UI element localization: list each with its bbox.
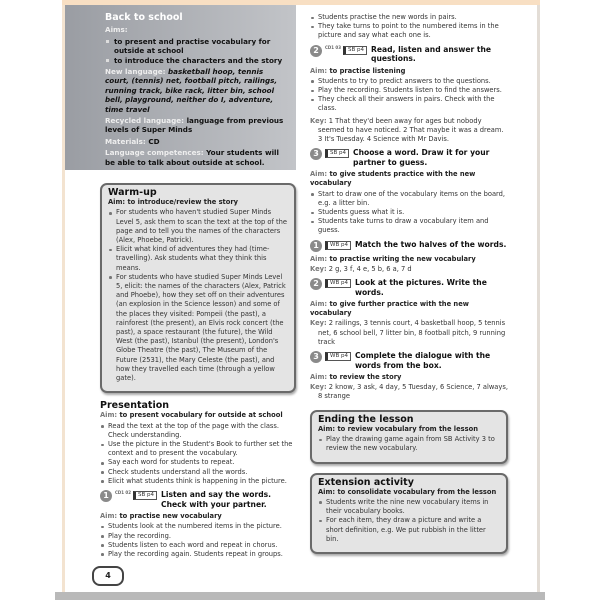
activity-number-badge: 2 — [310, 45, 322, 57]
sb2-aim: Aim: to practise listening — [310, 66, 406, 75]
aims-list — [105, 37, 288, 65]
ending-aim: Aim: to review vocabulary from the lesson — [318, 424, 478, 433]
list-item: They take turns to point to the numbered items in the picture and say what each one is. — [310, 22, 508, 40]
activity-wb3-heading: 3 WB p4 Complete the dialogue with the words from the box. — [310, 351, 508, 370]
book-ref: WB p4 — [325, 279, 351, 288]
aim-item: to present and practise vocabulary for outside at school — [105, 37, 288, 56]
activity-wb1-heading: 1 WB p4 Match the two halves of the words. — [310, 240, 508, 252]
list-item: Say each word for students to repeat. — [100, 458, 296, 467]
book-ref: WB p4 — [325, 241, 351, 250]
activity-number-badge: 1 — [100, 490, 112, 502]
list-item: Start to draw one of the vocabulary items on the board, e.g. a litter bin. — [310, 190, 508, 208]
sb1-list — [100, 522, 296, 559]
list-item: Students listen to each word and repeat in chorus. — [100, 541, 296, 550]
lesson-title: Back to school — [105, 12, 183, 23]
list-item: Play the recording. — [100, 532, 296, 541]
wb2-key: Key: 2 railings, 3 tennis court, 4 basketball hoop, 5 tennis net, 6 school bell, 7 litter bin, 8 football pitch, 9 running track — [310, 319, 506, 346]
left-column — [100, 183, 296, 562]
book-ref: WB p4 — [325, 352, 351, 361]
aim-item: to introduce the characters and the story — [105, 56, 288, 65]
list-item: Play the recording again. Students repeat in groups. — [100, 550, 296, 559]
book-ref: SB p4 — [343, 46, 367, 55]
extension-box — [310, 473, 508, 554]
new-language: New language: basketball hoop, tennis court, (tennis) net, football pitch, railings, running track, bike rack, litter bin, school bell, playground, neither do I, adventure, time travel — [105, 67, 278, 114]
list-item: Students take turns to draw a vocabulary item and guess. — [310, 217, 508, 235]
ending-list — [318, 435, 500, 453]
presentation-section — [100, 401, 296, 559]
list-item: Elicit what students think is happening in the picture. — [100, 477, 296, 486]
list-item: For students who have studied Super Minds Level 5, elicit: the names of the characters (Alex, Patrick and Phoebe), how they set off on their adventures (an explosion in the Science lesson) and some of the places they visited: Pompeii (the past), a rainforest (the present), an Elvis rock concert (the past), a space restaurant (the future), the Wild West (the past), Istanbul (the present), London's Globe Theatre (the past), The Museum of the Future (2531), the Mary Celeste (the past), and how they travelled each time (through a yellow gate). — [108, 273, 288, 383]
book-ref: SB p4 — [133, 491, 157, 500]
activity-number-badge: 2 — [310, 278, 322, 290]
list-item: Students guess what it is. — [310, 208, 508, 217]
list-item: Elicit what kind of adventures they had (time-travelling). Ask students what they think this means. — [108, 245, 288, 273]
lesson-header — [65, 5, 296, 170]
activity-number-badge: 3 — [310, 351, 322, 363]
extension-aim: Aim: to consolidate vocabulary from the lesson — [318, 487, 497, 496]
activity-number-badge: 3 — [310, 148, 322, 160]
warmup-list — [108, 208, 288, 383]
ending-box — [310, 410, 508, 464]
warmup-title: Warm-up — [108, 187, 157, 198]
wb2-aim: Aim: to give further practice with the new vocabulary — [310, 300, 469, 318]
warmup-aim: Aim: to introduce/review the story — [108, 198, 238, 207]
list-item: They check all their answers in pairs. Check with the class. — [310, 95, 508, 113]
intro-list — [310, 13, 508, 41]
activity-sb2-heading: 2 CD1 03 SB p4 Read, listen and answer the questions. — [310, 45, 508, 64]
warmup-box — [100, 183, 296, 393]
language-competences: Language competences: Your students will be able to talk about outside at school. — [105, 148, 279, 167]
extension-title: Extension activity — [318, 476, 414, 488]
activity-sb1-heading: 1 CD1 02 SB p4 Listen and say the words. Check with your partner. — [100, 490, 296, 509]
list-item: Students practise the new words in pairs. — [310, 13, 508, 22]
sb3-aim: Aim: to give students practice with the new vocabulary — [310, 170, 476, 188]
right-column — [310, 13, 508, 554]
ending-title: Ending the lesson — [318, 413, 414, 425]
book-ref: SB p4 — [325, 149, 349, 158]
activity-sb3-heading: 3 SB p4 Choose a word. Draw it for your partner to guess. — [310, 148, 508, 167]
list-item: Students to try to predict answers to the questions. — [310, 77, 508, 86]
list-item: For students who haven't studied Super Minds Level 5, ask them to scan the text at the top of the page and to tell you the names of the characters (Alex, Phoebe, Patrick). — [108, 208, 288, 245]
wb3-aim: Aim: to review the story — [310, 373, 402, 382]
cd-icon: CD1 02 — [115, 490, 131, 496]
list-item: Students write the nine new vocabulary items in their vocabulary books. — [318, 498, 500, 516]
presentation-title: Presentation — [100, 400, 169, 412]
presentation-aim: Aim: to present vocabulary for outside at school — [100, 411, 283, 420]
list-item: Use the picture in the Student's Book to further set the context and to present the vocabulary. — [100, 440, 296, 458]
activity-wb2-heading: 2 WB p4 Look at the pictures. Write the words. — [310, 278, 508, 297]
aims-label: Aims: — [105, 25, 128, 35]
materials: Materials: CD — [105, 136, 160, 146]
list-item: Play the recording. Students listen to find the answers. — [310, 86, 508, 95]
sb2-key: Key: 1 That they'd been away for ages but nobody seemed to have noticed. 2 That maybe it was a dream. 3 It's Tuesday. 4 Science with Mr Davis. — [310, 116, 504, 144]
sb3-list — [310, 190, 508, 236]
list-item: Play the drawing game again from SB Activity 3 to review the new vocabulary. — [318, 435, 500, 453]
list-item: Check students understand all the words. — [100, 468, 296, 477]
wb1-aim: Aim: to practise writing the new vocabulary — [310, 254, 476, 263]
presentation-list — [100, 422, 296, 486]
bottom-band — [55, 592, 545, 600]
list-item: For each item, they draw a picture and write a short definition, e.g. We put rubbish in the litter bin. — [318, 516, 500, 544]
recycled-language: Recycled language: language from previous levels of Super Minds — [105, 116, 284, 135]
wb3-key: Key: 2 know, 3 ask, 4 day, 5 Tuesday, 6 Science, 7 always, 8 strange — [310, 383, 508, 401]
extension-list — [318, 498, 500, 544]
sb1-aim: Aim: to practise new vocabulary — [100, 512, 222, 521]
wb1-key: Key: 2 g, 3 f, 4 e, 5 b, 6 a, 7 d — [310, 264, 412, 273]
list-item: Read the text at the top of the page with the class. Check understanding. — [100, 422, 296, 440]
activity-number-badge: 1 — [310, 240, 322, 252]
list-item: Students look at the numbered items in the picture. — [100, 522, 296, 531]
page-number: 4 — [92, 566, 124, 586]
sb2-list — [310, 77, 508, 114]
cd-icon: CD1 03 — [325, 44, 341, 50]
